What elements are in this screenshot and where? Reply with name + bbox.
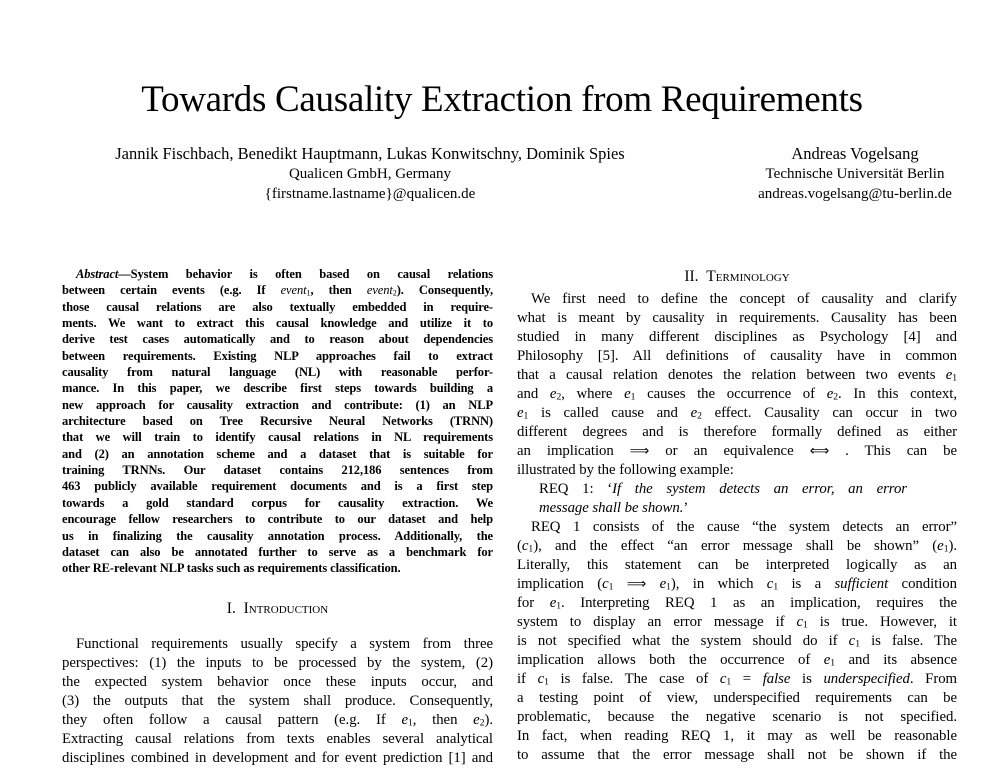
text-line: for $e_1$. Interpreting REQ 1 as an implication, requires the	[517, 595, 957, 612]
text-line: perspectives: (1) the inputs to be processed by the system, (2)	[62, 655, 493, 671]
text-line: different degrees and is therefore formally defined as either	[517, 424, 957, 440]
author-affiliation: Technische Universität Berlin	[765, 166, 945, 182]
text-line: between requirements. Existing NLP approaches fail to extract	[62, 348, 493, 363]
text-line: us in finalizing the causality annotation process. Additionally, the	[62, 528, 493, 543]
text-line: ments. We want to extract this causal knowledge and utilize it to	[62, 316, 493, 331]
text-line: dataset can also be annotated further to serve as a benchmark for	[62, 544, 493, 559]
text-line: that we will train to identify causal relations in NL requirements	[62, 430, 493, 445]
text-line: disciplines combined in development and for event prediction [1] and	[62, 750, 493, 766]
author-block-left	[70, 144, 670, 204]
text-line: In fact, when reading REQ 1, it may as well be reasonable	[517, 728, 957, 744]
author-names: Andreas Vogelsang	[791, 144, 919, 163]
text-line: implication ($c_1$ ⟹ $e_1$), in which $c_1$ is a sufficient condition	[517, 576, 957, 593]
text-line: if $c_1$ is false. The case of $c_1$ = false is underspecified. From	[517, 671, 957, 688]
text-line: and $e_2$, where $e_1$ causes the occurrence of $e_2$. In this context,	[517, 386, 957, 403]
text-line: they often follow a causal pattern (e.g. If $e_1$, then $e_2$).	[62, 712, 493, 729]
text-line: new approach for causality extraction and contribute: (1) an NLP	[62, 397, 493, 412]
text-line: other RE-relevant NLP tasks such as requirements classification.	[62, 561, 401, 576]
text-line: those causal relations are also textually embedded in require-	[62, 299, 493, 314]
text-line: the expected system behavior once these inputs occur, and	[62, 674, 493, 690]
text-line: Functional requirements usually specify a system from three	[76, 636, 493, 652]
author-block-right	[735, 144, 975, 204]
text-line: (3) the outputs that the system shall produce. Consequently,	[62, 693, 493, 709]
text-line: encourage fellow researchers to contribute to our dataset and help	[62, 512, 493, 527]
text-line: an implication ⟹ or an equivalence ⟺ . This can be	[517, 443, 957, 459]
paper-title: Towards Causality Extraction from Requirements	[141, 79, 863, 120]
section-heading-terminology: II. Terminology	[684, 268, 790, 285]
text-line: derive test cases automatically and to reason about dependencies	[62, 332, 493, 347]
text-line: REQ 1: ‘If the system detects an error, an error	[539, 481, 907, 497]
text-line: Extracting causal relations from texts enables several analytical	[62, 731, 493, 747]
text-line: $(c_1)$, and the effect “an error message shall be shown” $(e_1)$.	[517, 538, 957, 555]
text-line: REQ 1 consists of the cause “the system detects an error”	[531, 519, 957, 535]
text-line: and (2) an annotation scheme and a dataset that is suitable for	[62, 446, 493, 461]
introduction-paragraph	[62, 635, 493, 768]
text-line: $e_1$ is called cause and $e_2$ effect. Causality can occur in two	[517, 405, 957, 422]
text-line: that a causal relation denotes the relation between two events $e_1$	[517, 367, 957, 384]
text-line: Philosophy [5]. All definitions of causality have in common	[517, 348, 957, 364]
text-line: causality from natural language (NL) with reasonable perfor-	[62, 365, 493, 380]
terminology-paragraph-2	[517, 518, 957, 765]
text-line: towards a gold standard corpus for causality extraction. We	[62, 495, 493, 510]
section-heading-introduction: I. Introduction	[226, 600, 329, 617]
text-line: to assume that the error message shall not be shown if the	[517, 747, 957, 763]
text-line: training TRNNs. Our dataset contains 212,186 sentences from	[62, 463, 493, 478]
author-email: {firstname.lastname}@qualicen.de	[264, 186, 476, 202]
text-line: mance. In this paper, we describe first steps towards building a	[62, 381, 493, 396]
text-line: message shall be shown.’	[539, 500, 689, 516]
text-line: Literally, this statement can be interpreted logically as an	[517, 557, 957, 573]
text-line: what is meant by causality in requirements. Causality has been	[517, 310, 957, 326]
author-names: Jannik Fischbach, Benedikt Hauptmann, Lukas Konwitschny, Dominik Spies	[115, 144, 625, 163]
author-email: andreas.vogelsang@tu-berlin.de	[758, 186, 952, 202]
text-line: 463 publicly available requirement documents and is a first step	[62, 479, 493, 494]
text-line: architecture based on Tree Recursive Neural Networks (TRNN)	[62, 414, 493, 429]
text-line: studied in many different disciplines as Psychology [4] and	[517, 329, 957, 345]
text-line: We first need to define the concept of causality and clarify	[531, 291, 957, 307]
requirement-quote	[539, 480, 907, 518]
text-line: problematic, because the negative scenario is not specified.	[517, 709, 957, 725]
text-line: between certain events (e.g. If event$_1$, then event$_2$). Consequently,	[62, 283, 493, 298]
text-line: Abstract—System behavior is often based on causal relations	[76, 267, 493, 281]
text-line: system to display an error message if $c_1$ is true. However, it	[517, 614, 957, 631]
text-line: a testing point of view, underspecified requirements can be	[517, 690, 957, 706]
text-line: is not specified what the system should do if $c_1$ is false. The	[517, 633, 957, 650]
text-line: illustrated by the following example:	[517, 462, 734, 478]
abstract-paragraph	[62, 266, 493, 577]
text-line: implication allows both the occurrence of $e_1$ and its absence	[517, 652, 957, 669]
author-affiliation: Qualicen GmbH, Germany	[288, 166, 452, 182]
terminology-paragraph-1	[517, 290, 957, 480]
